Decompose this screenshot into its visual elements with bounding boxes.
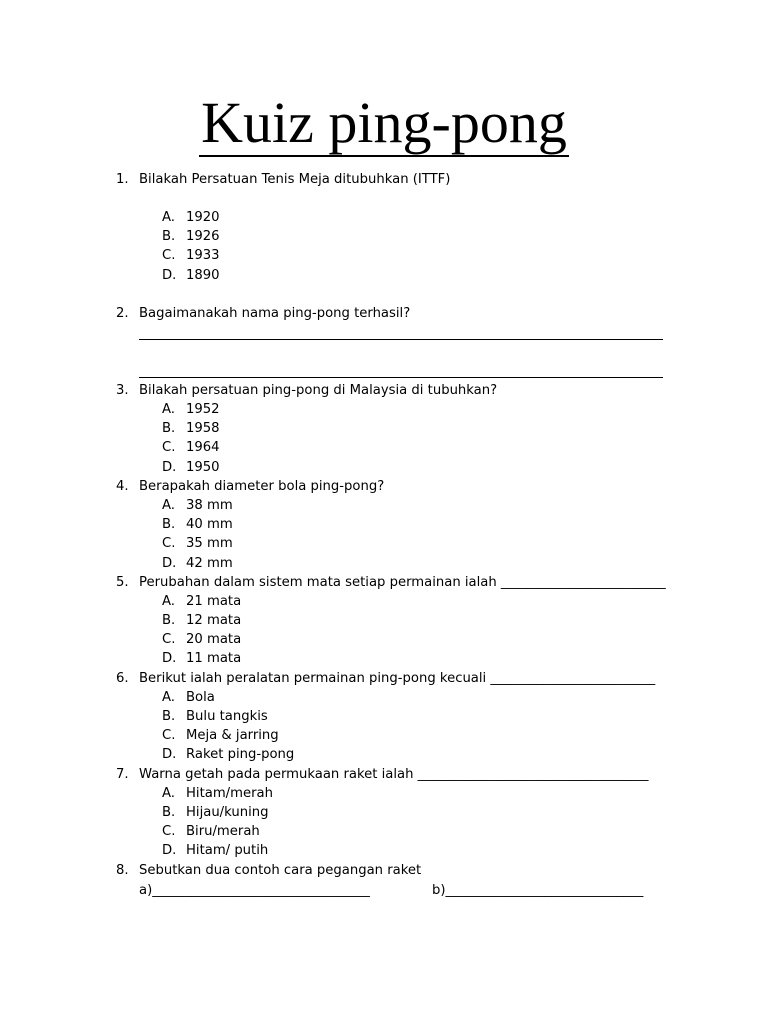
option-letter: B. [162, 517, 176, 532]
option-letter: A. [162, 786, 175, 801]
option-text: Hijau/kuning [186, 805, 269, 820]
option-text: 38 mm [186, 498, 233, 513]
option-letter: D. [162, 460, 177, 475]
question-2-text: Bagaimanakah nama ping-pong terhasil? [139, 306, 411, 321]
answer-line [139, 339, 663, 340]
option-letter: C. [162, 632, 176, 647]
question-3-text: Bilakah persatuan ping-pong di Malaysia di tubuhkan? [139, 383, 498, 398]
question-1-text: Bilakah Persatuan Tenis Meja ditubuhkan (ITTF) [139, 172, 451, 187]
option-text: 12 mata [186, 613, 242, 628]
option-text: 1950 [186, 460, 220, 475]
option-letter: C. [162, 824, 176, 839]
question-4-text: Berapakah diameter bola ping-pong? [139, 479, 385, 494]
question-3-number: 3. [116, 383, 129, 398]
option-letter: B. [162, 421, 176, 436]
option-letter: A. [162, 594, 175, 609]
option-text: 1952 [186, 402, 220, 417]
option-text: 1926 [186, 229, 220, 244]
answer-b: b)______________________________ [432, 883, 644, 898]
page-title: Kuiz ping-pong [201, 90, 567, 155]
option-letter: C. [162, 728, 176, 743]
option-letter: D. [162, 556, 177, 571]
option-letter: B. [162, 613, 176, 628]
option-letter: C. [162, 248, 176, 263]
option-letter: C. [162, 536, 176, 551]
option-text: Raket ping-pong [186, 747, 295, 762]
question-8-number: 8. [116, 863, 129, 878]
answer-a: a)_________________________________ [139, 883, 370, 898]
question-1-number: 1. [116, 172, 129, 187]
option-letter: D. [162, 843, 177, 858]
option-text: 1964 [186, 440, 220, 455]
option-text: Hitam/ putih [186, 843, 269, 858]
option-text: Meja & jarring [186, 728, 279, 743]
option-text: 1890 [186, 268, 220, 283]
option-text: Bola [186, 690, 215, 705]
option-text: 42 mm [186, 556, 233, 571]
question-2-number: 2. [116, 306, 129, 321]
option-letter: D. [162, 747, 177, 762]
question-5-text: Perubahan dalam sistem mata setiap permainan ialah _________________________ [139, 575, 666, 590]
question-7-text: Warna getah pada permukaan raket ialah ___________________________________ [139, 767, 649, 782]
option-letter: D. [162, 651, 177, 666]
question-7-number: 7. [116, 767, 129, 782]
option-text: Biru/merah [186, 824, 260, 839]
option-letter: A. [162, 690, 175, 705]
option-letter: C. [162, 440, 176, 455]
option-letter: B. [162, 229, 176, 244]
option-text: Hitam/merah [186, 786, 273, 801]
option-text: Bulu tangkis [186, 709, 268, 724]
question-5-number: 5. [116, 575, 129, 590]
option-text: 20 mata [186, 632, 242, 647]
option-text: 1933 [186, 248, 220, 263]
question-6-text: Berikut ialah peralatan permainan ping-pong kecuali _________________________ [139, 671, 656, 686]
answer-line [139, 377, 663, 378]
question-6-number: 6. [116, 671, 129, 686]
question-8-text: Sebutkan dua contoh cara pegangan raket [139, 863, 422, 878]
option-letter: A. [162, 402, 175, 417]
option-text: 40 mm [186, 517, 233, 532]
option-text: 1958 [186, 421, 220, 436]
question-4-number: 4. [116, 479, 129, 494]
option-text: 21 mata [186, 594, 242, 609]
option-letter: B. [162, 709, 176, 724]
option-letter: A. [162, 498, 175, 513]
option-letter: A. [162, 210, 175, 225]
option-text: 11 mata [186, 651, 242, 666]
option-text: 1920 [186, 210, 220, 225]
option-letter: B. [162, 805, 176, 820]
option-letter: D. [162, 268, 177, 283]
option-text: 35 mm [186, 536, 233, 551]
